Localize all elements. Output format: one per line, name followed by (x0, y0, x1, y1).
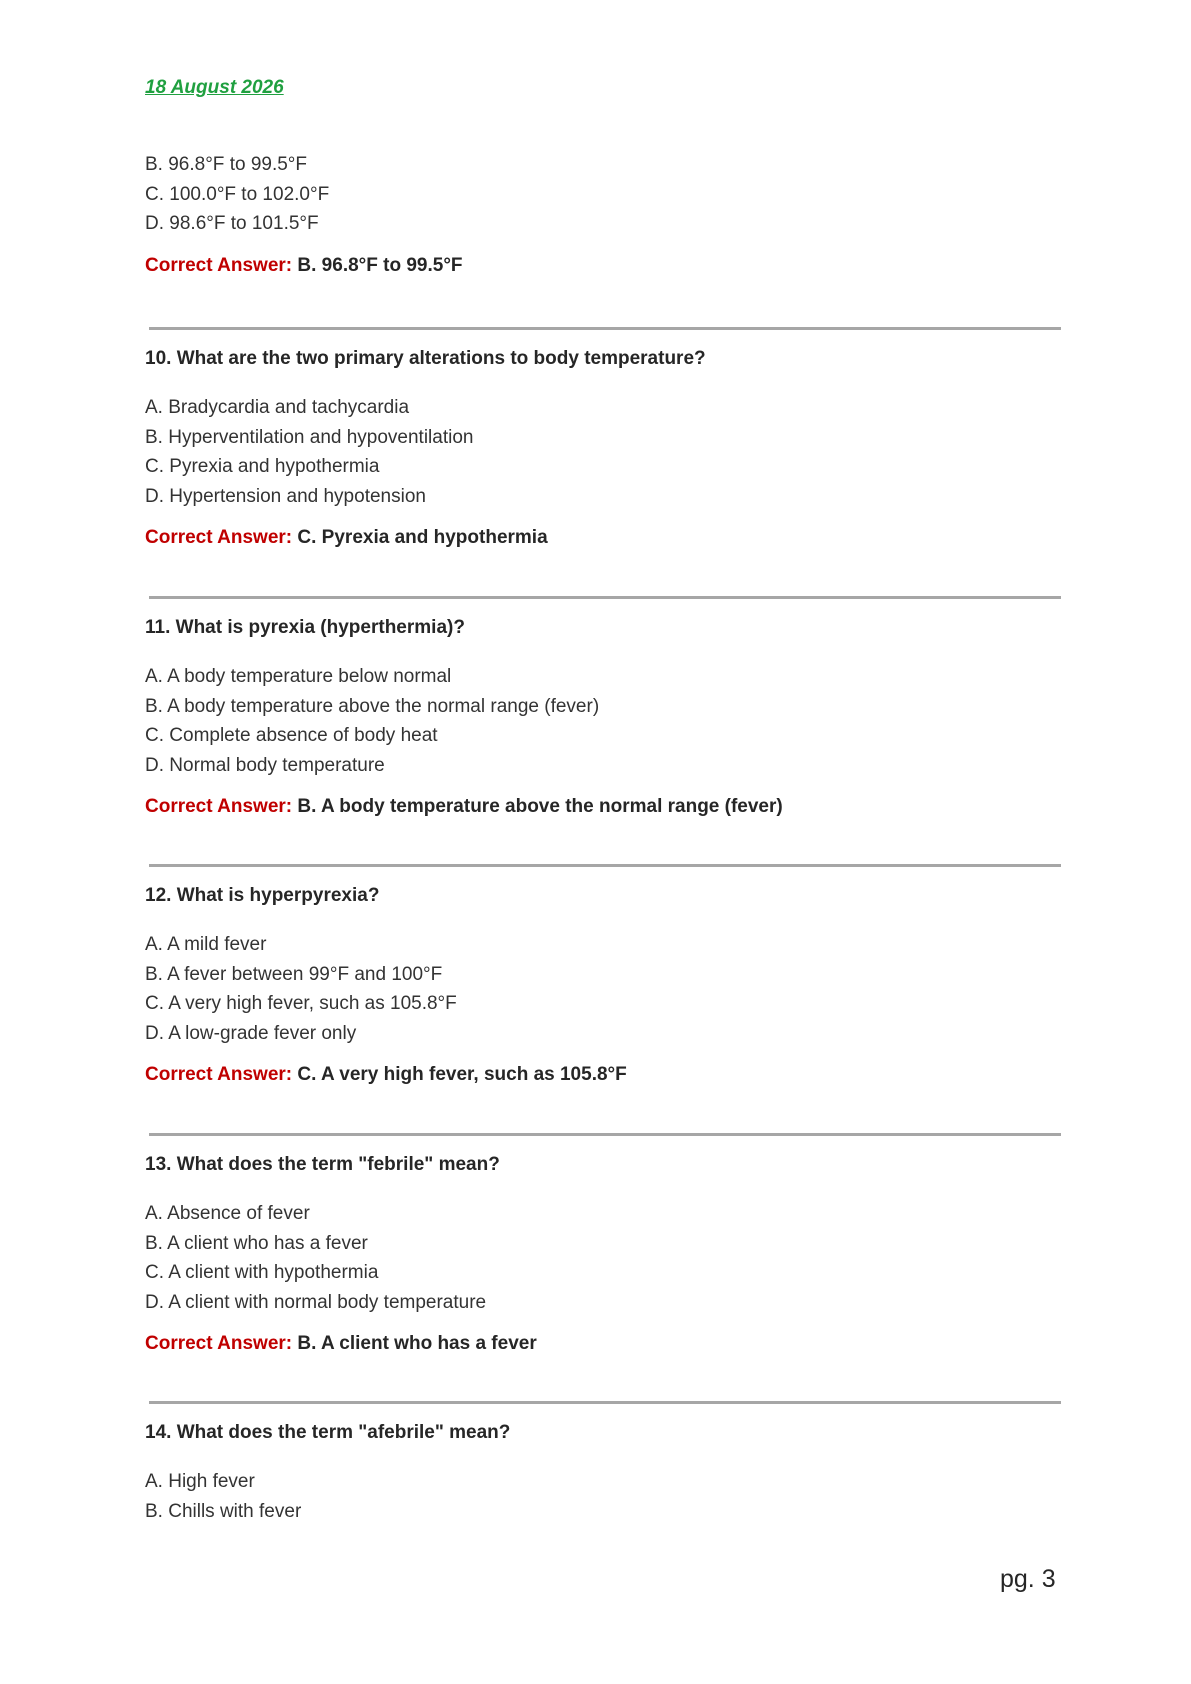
separator-rule (149, 1401, 1061, 1404)
correct-answer-value: B. A body temperature above the normal range (fever) (297, 796, 783, 817)
question-text: 12. What is hyperpyrexia? (145, 885, 380, 906)
question-text: 10. What are the two primary alterations to body temperature? (145, 348, 706, 369)
correct-answer (145, 795, 1065, 819)
option: A. A mild fever (145, 934, 267, 955)
separator-rule (149, 596, 1061, 599)
correct-answer (145, 254, 1065, 278)
correct-answer-label: Correct Answer: (145, 527, 293, 548)
option: B. A body temperature above the normal range (fever) (145, 695, 600, 717)
option: C. A very high fever, such as 105.8°F (145, 993, 457, 1014)
option: B. A client who has a fever (145, 1232, 368, 1254)
option: A. A body temperature below normal (145, 666, 452, 687)
separator-rule (149, 327, 1061, 330)
correct-answer-label: Correct Answer: (145, 1064, 293, 1085)
document-date: 18 August 2026 (145, 77, 284, 98)
question-text: 11. What is pyrexia (hyperthermia)? (145, 617, 465, 638)
option: B. Chills with fever (145, 1500, 302, 1522)
question-text: 14. What does the term "afebrile" mean? (145, 1422, 511, 1443)
separator-rule (149, 1133, 1061, 1136)
option: D. A low-grade fever only (145, 1022, 357, 1044)
option: D. Normal body temperature (145, 754, 385, 776)
correct-answer (145, 1332, 1065, 1356)
option: C. 100.0°F to 102.0°F (145, 183, 330, 205)
option: B. 96.8°F to 99.5°F (145, 154, 308, 175)
option: C. Complete absence of body heat (145, 725, 438, 746)
option: A. Absence of fever (145, 1203, 310, 1224)
separator-rule (149, 864, 1061, 867)
question-block-10 (145, 347, 1065, 550)
question-block-14 (145, 1421, 1065, 1526)
option: C. Pyrexia and hypothermia (145, 456, 380, 477)
correct-answer (145, 526, 1065, 550)
option: A. High fever (145, 1471, 255, 1492)
question-block-11 (145, 616, 1065, 819)
correct-answer-value: B. A client who has a fever (297, 1333, 537, 1354)
option: B. A fever between 99°F and 100°F (145, 963, 443, 985)
question-block-13 (145, 1153, 1065, 1356)
correct-answer-value: B. 96.8°F to 99.5°F (297, 254, 463, 276)
correct-answer-value: C. A very high fever, such as 105.8°F (297, 1064, 627, 1085)
question-text: 13. What does the term "febrile" mean? (145, 1154, 500, 1175)
option: C. A client with hypothermia (145, 1262, 379, 1283)
correct-answer-label: Correct Answer: (145, 254, 293, 276)
question-block-prev (145, 150, 1065, 278)
option: B. Hyperventilation and hypoventilation (145, 426, 474, 448)
option: D. A client with normal body temperature (145, 1291, 487, 1313)
option: D. Hypertension and hypotension (145, 485, 426, 507)
correct-answer (145, 1063, 1065, 1087)
correct-answer-value: C. Pyrexia and hypothermia (297, 527, 548, 548)
option: D. 98.6°F to 101.5°F (145, 213, 319, 234)
question-block-12 (145, 884, 1065, 1087)
option: A. Bradycardia and tachycardia (145, 397, 410, 418)
correct-answer-label: Correct Answer: (145, 796, 293, 817)
page-number: pg. 3 (1000, 1565, 1056, 1593)
correct-answer-label: Correct Answer: (145, 1333, 293, 1354)
